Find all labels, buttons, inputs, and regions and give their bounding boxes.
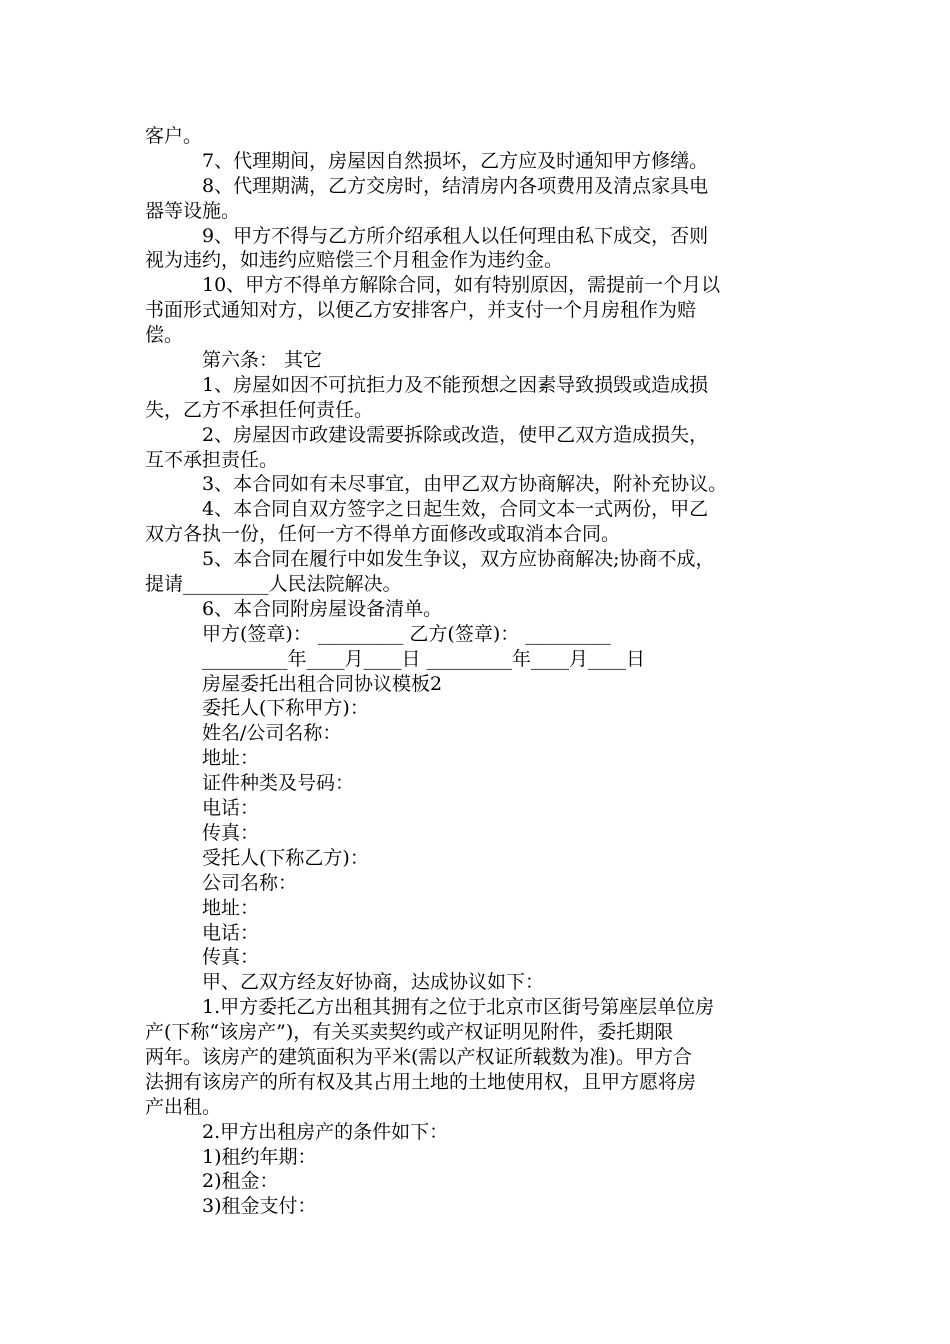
text-line: 3、本合同如有未尽事宜，由甲乙双方协商解决，附补充协议。	[202, 473, 728, 496]
text-line: 第六条： 其它	[202, 349, 323, 372]
text-line: 10、甲方不得单方解除合同，如有特别原因，需提前一个月以	[202, 274, 721, 297]
text-line: 视为违约，如违约应赔偿三个月租金作为违约金。	[145, 249, 564, 272]
document-body	[145, 124, 810, 1219]
text-line: 地址：	[202, 747, 260, 770]
text-line: _________年____月____日 _________年____月____日	[202, 647, 646, 670]
text-line: 双方各执一份，任何一方不得单方面修改或取消本合同。	[145, 523, 621, 546]
text-line: 器等设施。	[145, 199, 241, 222]
text-line: 3)租金支付：	[202, 1195, 317, 1218]
text-line: 2.甲方出租房产的条件如下：	[202, 1120, 449, 1143]
text-line: 电话：	[202, 797, 260, 820]
text-line: 地址：	[202, 896, 260, 919]
text-line: 两年。该房产的建筑面积为平米(需以产权证所载数为准)。甲方合	[145, 1045, 692, 1068]
text-line: 电话：	[202, 921, 260, 944]
text-line: 委托人(下称甲方)：	[202, 697, 369, 720]
text-line: 5、本合同在履行中如发生争议，双方应协商解决;协商不成，	[202, 548, 715, 571]
text-line: 6、本合同附房屋设备清单。	[202, 597, 443, 620]
text-line: 产(下称“该房产”)，有关买卖契约或产权证明见附件，委托期限	[145, 1021, 674, 1044]
text-line: 2、房屋因市政建设需要拆除或改造，使甲乙双方造成损失，	[202, 423, 709, 446]
text-line: 公司名称：	[202, 871, 298, 894]
text-line: 1、房屋如因不可抗拒力及不能预想之因素导致损毁或造成损	[202, 373, 709, 396]
text-line: 书面形式通知对方，以便乙方安排客户，并支付一个月房租作为赔	[145, 299, 697, 322]
text-line: 2)租金：	[202, 1170, 279, 1193]
text-line: 证件种类及号码：	[202, 772, 355, 795]
text-line: 受托人(下称乙方)：	[202, 846, 369, 869]
text-line: 甲方(签章)： _________ 乙方(签章)： _________	[202, 622, 611, 645]
text-line: 传真：	[202, 946, 260, 969]
text-line: 1)租约年期：	[202, 1145, 317, 1168]
text-line: 传真：	[202, 821, 260, 844]
text-line: 4、本合同自双方签字之日起生效，合同文本一式两份，甲乙	[202, 498, 709, 521]
text-line: 失，乙方不承担任何责任。	[145, 398, 374, 421]
text-line: 互不承担责任。	[145, 448, 279, 471]
text-line: 产出租。	[145, 1095, 222, 1118]
text-line: 提请_________人民法院解决。	[145, 573, 402, 596]
text-line: 偿。	[145, 324, 184, 347]
text-line: 法拥有该房产的所有权及其占用土地的土地使用权，且甲方愿将房	[145, 1070, 697, 1093]
text-line: 7、代理期间，房屋因自然损坏，乙方应及时通知甲方修缮。	[202, 149, 709, 172]
text-line: 9、甲方不得与乙方所介绍承租人以任何理由私下成交，否则	[202, 224, 709, 247]
text-line: 1.甲方委托乙方出租其拥有之位于北京市区街号第座层单位房	[202, 996, 715, 1019]
text-line: 客户。	[145, 125, 203, 147]
text-line: 房屋委托出租合同协议模板2	[202, 672, 443, 695]
text-line: 姓名/公司名称：	[202, 722, 342, 745]
text-line: 8、代理期满，乙方交房时，结清房内各项费用及清点家具电	[202, 174, 709, 197]
text-line: 甲、乙双方经友好协商，达成协议如下：	[202, 971, 545, 994]
